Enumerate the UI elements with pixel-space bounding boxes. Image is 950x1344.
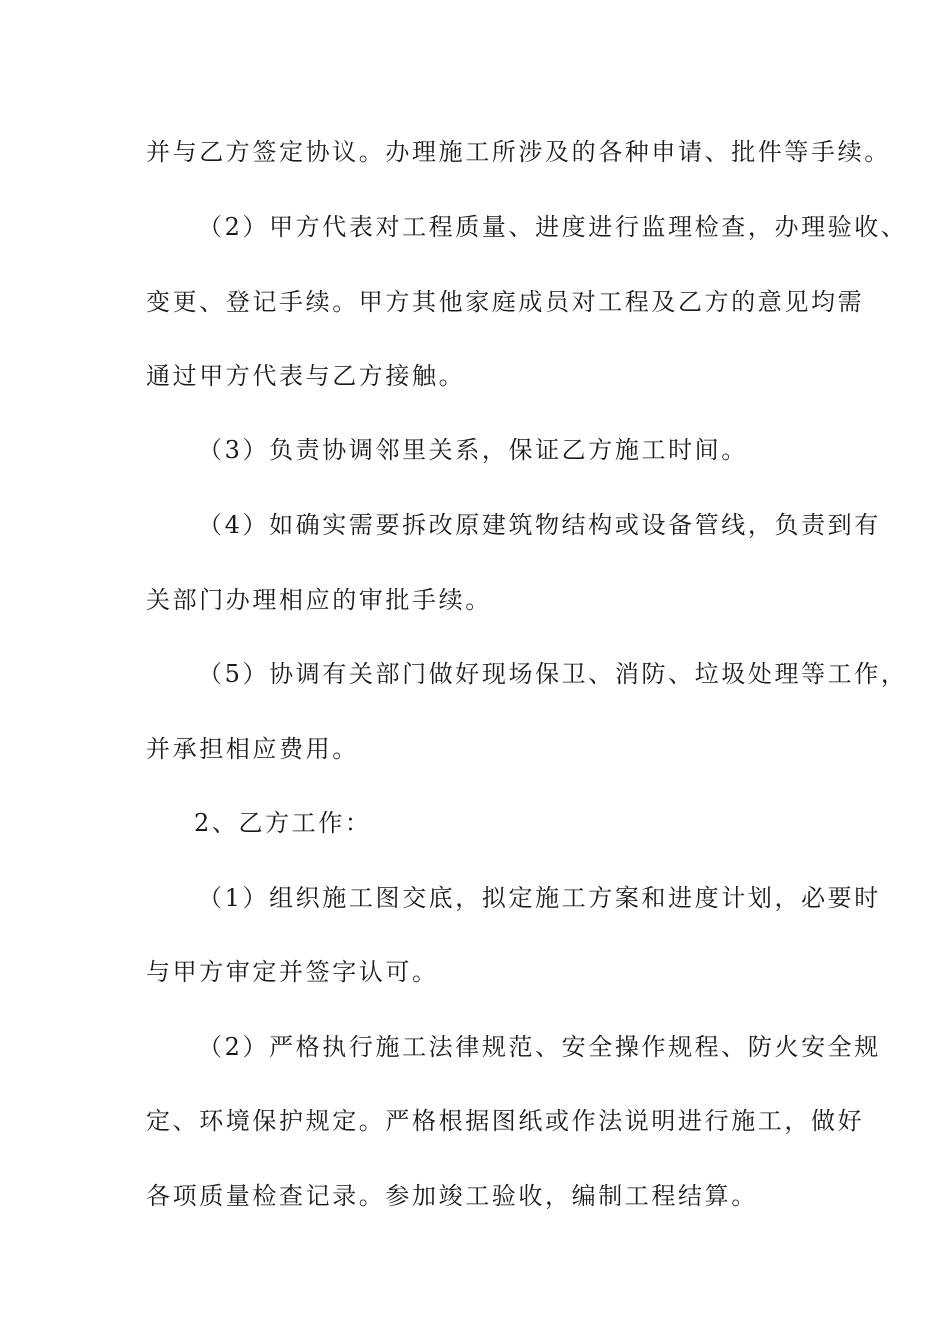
paragraph-line: （1）组织施工图交底，拟定施工方案和进度计划，必要时 xyxy=(198,884,881,912)
paragraph-line: 通过甲方代表与乙方接触。 xyxy=(146,362,466,390)
paragraph-line: 并与乙方签定协议。办理施工所涉及的各种申请、批件等手续。 xyxy=(146,138,891,166)
paragraph-line: 并承担相应费用。 xyxy=(146,735,359,763)
paragraph-line: 定、环境保护规定。严格根据图纸或作法说明进行施工，做好 xyxy=(146,1107,865,1135)
paragraph-line: （5）协调有关部门做好现场保卫、消防、垃圾处理等工作， xyxy=(198,660,908,688)
paragraph-line: （2）严格执行施工法律规范、安全操作规程、防火安全规 xyxy=(198,1033,881,1061)
paragraph-line: （3）负责协调邻里关系，保证乙方施工时间。 xyxy=(198,436,748,464)
paragraph-line: （4）如确实需要拆改原建筑物结构或设备管线，负责到有 xyxy=(198,511,881,539)
paragraph-line: 变更、登记手续。甲方其他家庭成员对工程及乙方的意见均需 xyxy=(146,288,865,316)
section-heading: 2、乙方工作： xyxy=(194,809,372,837)
paragraph-line: 关部门办理相应的审批手续。 xyxy=(146,586,492,614)
paragraph-line: 与甲方审定并签字认可。 xyxy=(146,958,439,986)
paragraph-line: 各项质量检查记录。参加竣工验收，编制工程结算。 xyxy=(146,1182,758,1210)
paragraph-line: （2）甲方代表对工程质量、进度进行监理检查，办理验收、 xyxy=(198,213,908,241)
